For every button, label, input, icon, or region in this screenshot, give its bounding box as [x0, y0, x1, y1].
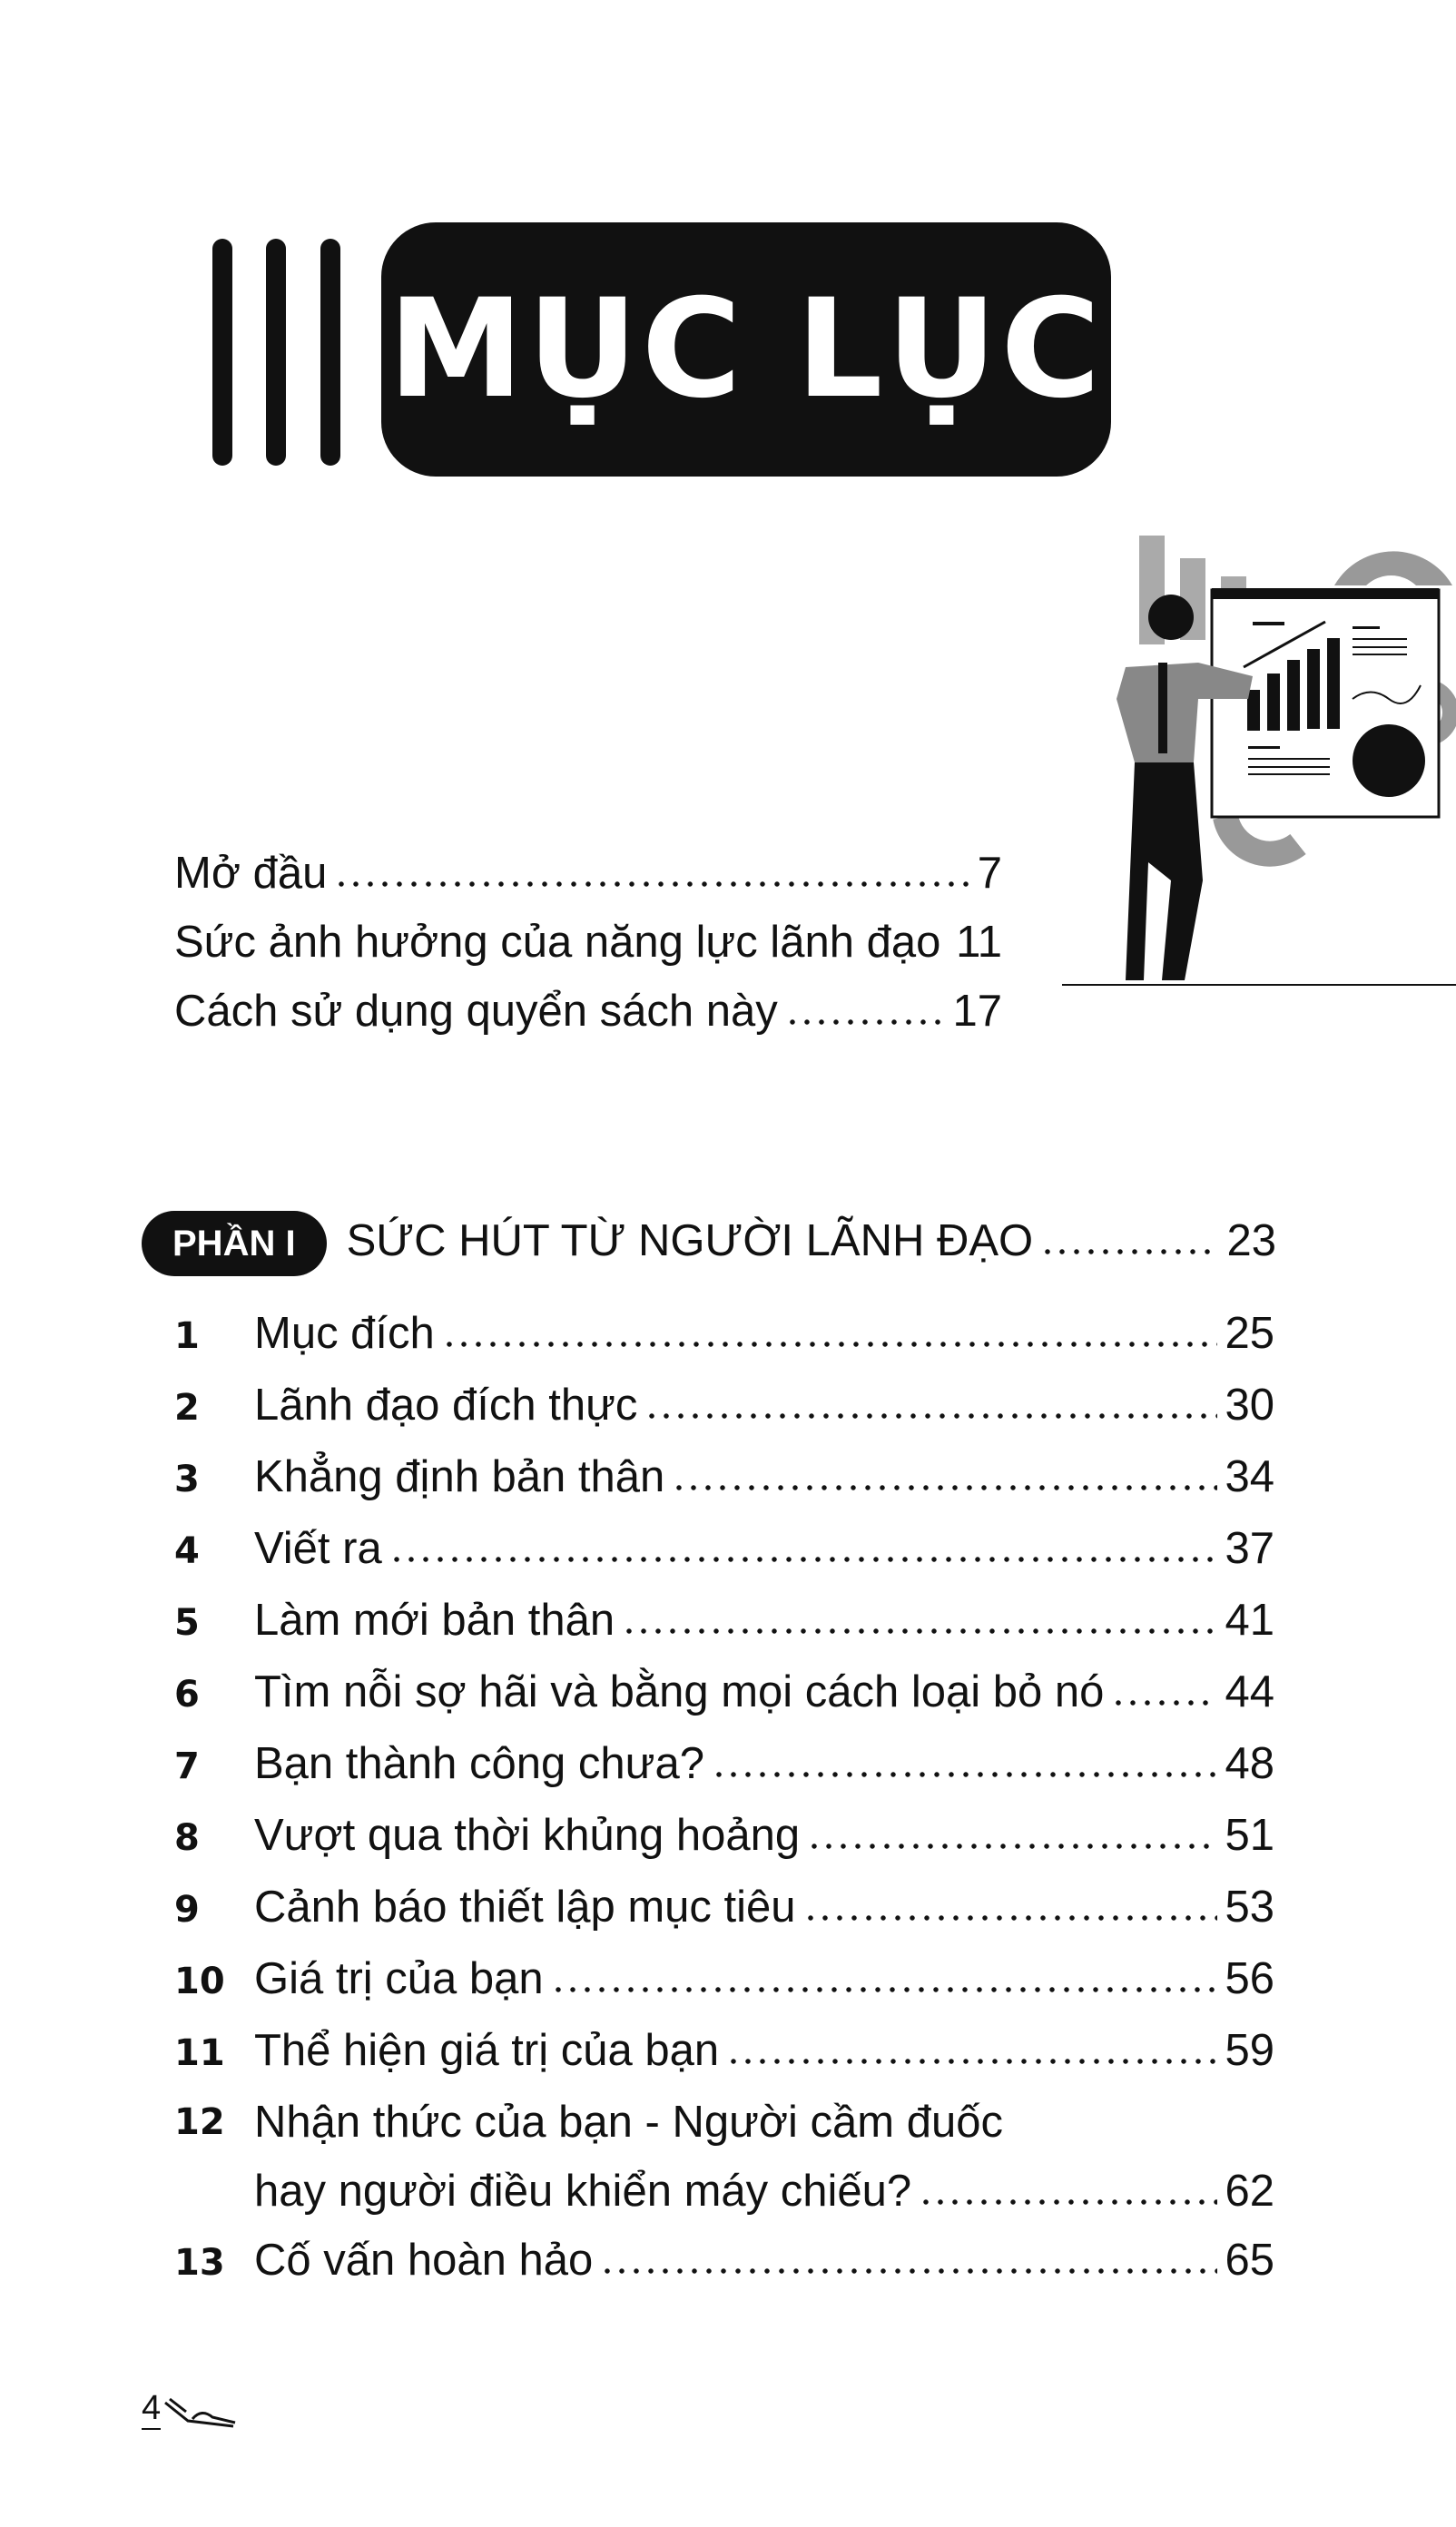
- chapter-page: 34: [1225, 1452, 1274, 1501]
- dot-leader: [622, 1627, 1217, 1635]
- chapter-entry[interactable]: [174, 1371, 1274, 1442]
- chapter-title: Viết ra: [254, 1524, 382, 1573]
- chapter-entry[interactable]: [174, 2016, 1274, 2088]
- dot-leader: [600, 2267, 1217, 2275]
- dot-leader: [389, 1556, 1218, 1563]
- chapter-page: 30: [1225, 1381, 1274, 1430]
- dot-leader: [948, 949, 949, 957]
- chapter-title: Bạn thành công chưa?: [254, 1739, 704, 1788]
- chapter-title: Mục đích: [254, 1309, 435, 1358]
- entry-title: Cách sử dụng quyển sách này: [174, 987, 778, 1036]
- dot-leader: [442, 1341, 1218, 1348]
- entry-title: Mở đầu: [174, 849, 328, 898]
- presenter-illustration: [1026, 517, 1456, 1008]
- chapter-page: 62: [1225, 2167, 1274, 2216]
- chapter-page: 41: [1225, 1596, 1274, 1645]
- dot-leader: [672, 1484, 1217, 1491]
- chapter-number: 3: [174, 1459, 200, 1500]
- decor-bar: [212, 239, 232, 466]
- dot-leader: [712, 1771, 1218, 1778]
- chapter-entry[interactable]: [174, 1442, 1274, 1514]
- chapter-number: 8: [174, 1817, 200, 1859]
- chapter-title: Nhận thức của bạn - Người cầm đuốc: [254, 2098, 1003, 2147]
- chapter-page: 56: [1225, 1954, 1274, 2003]
- chapter-number: 6: [174, 1674, 200, 1716]
- decor-bar: [266, 239, 286, 466]
- chapter-entry[interactable]: [174, 2088, 1274, 2226]
- part-heading[interactable]: [142, 1211, 1276, 1276]
- entry-title: Sức ảnh hưởng của năng lực lãnh đạo: [174, 918, 941, 967]
- chapter-number: 2: [174, 1387, 200, 1429]
- toc-entry[interactable]: [174, 977, 1002, 1046]
- part-badge: PHẦN I: [142, 1211, 327, 1276]
- chapter-title: Khẳng định bản thân: [254, 1452, 665, 1501]
- chapter-entry[interactable]: [174, 1729, 1274, 1801]
- chapter-title: Thể hiện giá trị của bạn: [254, 2026, 720, 2075]
- chapter-number: 9: [174, 1889, 200, 1931]
- page-title: [381, 222, 1111, 477]
- toc-entry[interactable]: [174, 908, 1002, 977]
- chapter-number: 12: [174, 2101, 225, 2143]
- toc-entry[interactable]: [174, 839, 1002, 908]
- dot-leader: [807, 1843, 1217, 1850]
- chapter-number: 7: [174, 1745, 200, 1787]
- chapter-page: 44: [1225, 1667, 1274, 1716]
- dot-leader: [1111, 1699, 1217, 1706]
- chapter-title: Cố vấn hoàn hảo: [254, 2236, 594, 2285]
- dot-leader: [334, 880, 969, 888]
- entry-page: 11: [956, 918, 1002, 967]
- chapter-page: 65: [1225, 2236, 1274, 2285]
- chapter-number: 10: [174, 1961, 225, 2002]
- dot-leader: [1040, 1248, 1219, 1255]
- chapter-number: 11: [174, 2032, 225, 2074]
- chapter-entry[interactable]: [174, 1657, 1274, 1729]
- chapter-list: [174, 1299, 1274, 2297]
- dot-leader: [785, 1018, 946, 1026]
- chapter-title: Giá trị của bạn: [254, 1954, 544, 2003]
- part-page: 23: [1226, 1216, 1276, 1265]
- chapter-number: 13: [174, 2242, 225, 2284]
- chapter-title: Tìm nỗi sợ hãi và bằng mọi cách loại bỏ nó: [254, 1667, 1105, 1716]
- chapter-page: 25: [1225, 1309, 1274, 1358]
- dot-leader: [919, 2198, 1217, 2206]
- chapter-title: Cảnh báo thiết lập mục tiêu: [254, 1883, 796, 1932]
- chapter-entry[interactable]: [174, 1299, 1274, 1371]
- chapter-number: 4: [174, 1530, 200, 1572]
- chapter-page: 59: [1225, 2026, 1274, 2075]
- chapter-title-continued: hay người điều khiển máy chiếu?: [254, 2167, 912, 2216]
- decor-bar: [320, 239, 340, 466]
- page-number: 4: [142, 2389, 161, 2430]
- intro-entries: [174, 839, 1002, 1046]
- chapter-entry[interactable]: [174, 1801, 1274, 1873]
- dot-leader: [803, 1914, 1218, 1922]
- chapter-number: 1: [174, 1315, 200, 1357]
- chapter-entry[interactable]: [174, 1586, 1274, 1657]
- chapter-entry[interactable]: [174, 1944, 1274, 2016]
- chapter-number: 5: [174, 1602, 200, 1644]
- dot-leader: [644, 1412, 1217, 1420]
- dot-leader: [551, 1986, 1218, 1993]
- chapter-page: 51: [1225, 1811, 1274, 1860]
- dot-leader: [726, 2058, 1217, 2065]
- chapter-entry[interactable]: [174, 2226, 1274, 2297]
- part-title: SỨC HÚT TỪ NGƯỜI LÃNH ĐẠO: [346, 1216, 1034, 1265]
- chapter-title: Vượt qua thời khủng hoảng: [254, 1811, 801, 1860]
- pen-ornament-icon: [161, 2394, 242, 2430]
- chapter-page: 53: [1225, 1883, 1274, 1932]
- chapter-title: Lãnh đạo đích thực: [254, 1381, 638, 1430]
- chapter-page: 37: [1225, 1524, 1274, 1573]
- entry-page: 7: [977, 849, 1002, 898]
- entry-page: 17: [952, 987, 1002, 1036]
- chapter-page: 48: [1225, 1739, 1274, 1788]
- chapter-entry[interactable]: [174, 1873, 1274, 1944]
- page-footer: [142, 2389, 242, 2430]
- chapter-entry[interactable]: [174, 1514, 1274, 1586]
- page-title-text: MỤC LỤC: [388, 270, 1105, 428]
- chapter-title: Làm mới bản thân: [254, 1596, 615, 1645]
